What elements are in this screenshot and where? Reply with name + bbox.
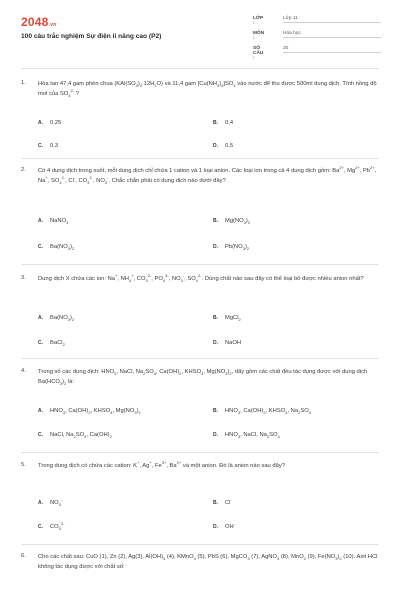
option-b[interactable]: B. $HNO_3$, $Ca(OH)_2$, $KHSO_4$, $Na_2SO_4$ — [213, 408, 311, 416]
site-logo[interactable]: 2048.vn — [21, 15, 57, 29]
question-text: Dung dịch X chứa các ion: Na+, $NH_4^+$, $CO_3^{2-}$, $PO_4^{3-}$, $NO_3^-$, $SO_4^{2-}$. Dùng chất nào sau đây có thể loại bỏ được nhiều anion nhất? — [38, 273, 364, 284]
question-number: 6. — [21, 553, 26, 559]
option-b[interactable]: B. $Mg(NO_3)_2$ — [213, 218, 251, 226]
option-d[interactable]: D. OH- — [213, 521, 236, 530]
divider — [21, 264, 379, 265]
subject-label: MÔN : — [253, 31, 265, 41]
option-b[interactable]: B. Cl- — [213, 497, 232, 506]
subject-value: Hóa học — [283, 31, 381, 38]
page-title: 100 câu trắc nghiệm Sự điện li nâng cao (P2) — [21, 33, 162, 40]
question-count-label: SỐ CÂU : — [253, 46, 264, 61]
question-number: 3. — [21, 275, 26, 281]
option-a[interactable]: A. $Ba(NO_3)_2$ — [38, 315, 75, 323]
option-c[interactable]: C. $CO_3^{2-}$ — [38, 521, 65, 532]
question-text: Trong số các dung dịch: $HNO_3$, NaCl, $Na_2SO_4$, $Ca(OH)_2$, $KHSO_4$, $Mg(NO_3)_2$, dãy gồm các chất đều tác dụng được với dung dịch $Ba(HCO_3)_2$ là: — [38, 369, 368, 386]
option-c[interactable]: C. $Ba(NO_3)_2$ — [38, 244, 75, 252]
option-a[interactable]: A. $NO_3^-$ — [38, 497, 63, 508]
question-text: Trong dung dịch có chứa các cation: K+, Ag+, $Fe^{3+}$, $Ba^{2+}$ và một anion. Đó là anion nào sau đây? — [38, 460, 285, 469]
question-count-value: 20 — [283, 46, 381, 53]
divider — [21, 158, 379, 159]
option-c[interactable]: C. BaCl$_2$ — [38, 340, 65, 348]
option-d[interactable]: D. 0,5 — [213, 143, 234, 149]
question-number: 1. — [21, 80, 26, 86]
option-a[interactable]: A. 0,25 — [38, 120, 62, 126]
question-number: 2. — [21, 167, 26, 173]
question-number: 5. — [21, 462, 26, 468]
option-d[interactable]: D. $HNO_3$, NaCl, $Na_2SO_4$ — [213, 432, 280, 440]
document-header — [0, 0, 400, 62]
question-text: Có 4 dung dịch trong suốt, mỗi dung dịch chỉ chứa 1 cation và 1 loại anion. Các loại ion trong cả 4 dung dịch gồm: $Ba^{2+}$, $Mg^{2+}$, $Pb^{2+}$, Na+, $SO_4^{2-}$, Cl-, $CO_3^{2-}$, $NO_3^-$. Chắc chắn phải có dung dịch nào dưới đây? — [38, 165, 377, 185]
option-d[interactable]: D. NaOH — [213, 340, 242, 346]
divider — [21, 68, 379, 69]
option-a[interactable]: A. NaNO$_3$ — [38, 218, 69, 226]
class-value: Lớp 11 — [283, 16, 381, 23]
option-c[interactable]: C. 0,3 — [38, 143, 59, 149]
question-text: Cho các chất sau: CuO (1), Zn (2), Ag(3), $Al(OH)_3$ (4), KMnO$_4$ (5), PbS (6), MgCO$_3$ (7), AgNO$_3$ (8), MnO$_2$ (9), $Fe(NO_3)_2$ (10). Axit HCl không tác dụng được với chất số: — [38, 554, 378, 570]
divider — [21, 358, 379, 359]
option-b[interactable]: B. MgCl$_2$ — [213, 315, 241, 323]
divider — [21, 544, 379, 545]
class-label: LỚP : — [253, 16, 264, 26]
option-c[interactable]: C. NaCl, $Na_2SO_4$, $Ca(OH)_2$ — [38, 432, 112, 440]
question-number: 4. — [21, 368, 26, 374]
option-a[interactable]: A. $HNO_3$, $Ca(OH)_2$, $KHSO_4$, $Mg(NO_3)_2$ — [38, 408, 141, 416]
option-d[interactable]: D. $Pb(NO_3)_2$ — [213, 244, 250, 252]
divider — [21, 452, 379, 453]
option-b[interactable]: B. 0,4 — [213, 120, 234, 126]
question-text: Hòa tan 47,4 gam phèn chua $(KAl(SO_4)_2.12H_2O)$ và 11,4 gam $[Cu(NH_3)_4]SO_4$ vào nước để thu được 500ml dung dịch. Tính nồng độ mol của $SO_4^{2-}$ ? — [38, 81, 377, 98]
